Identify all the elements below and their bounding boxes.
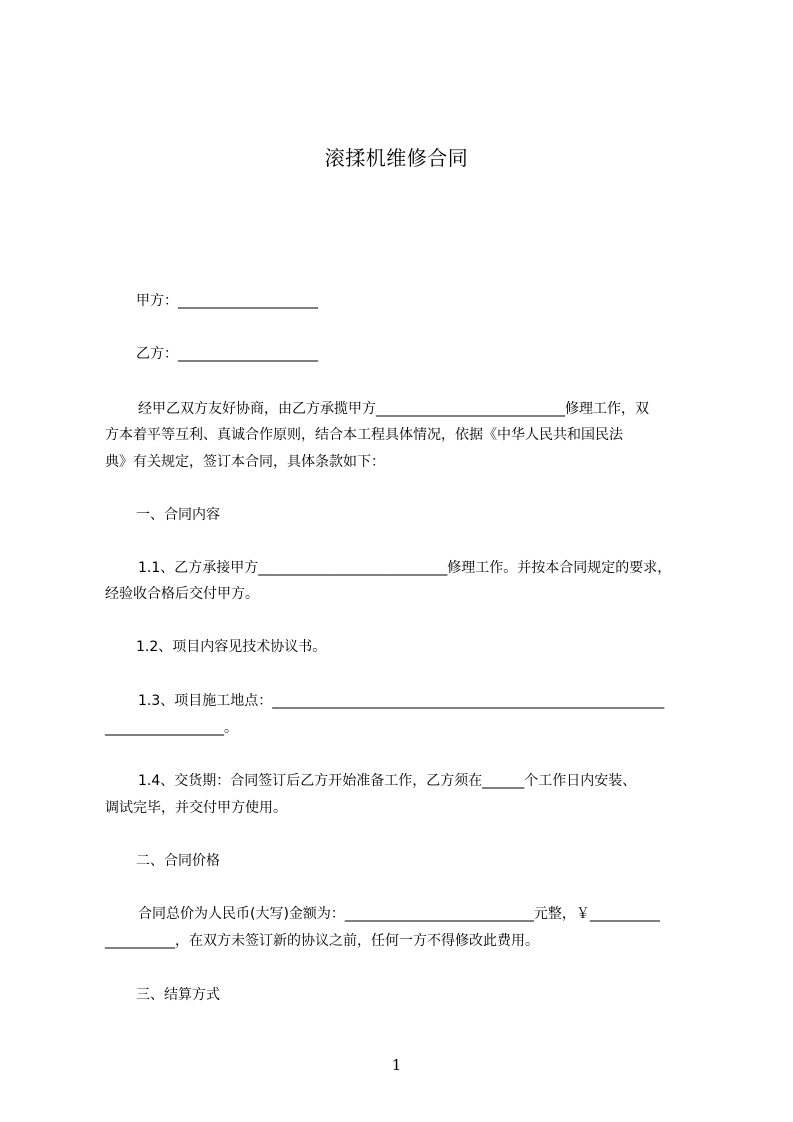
page-number: 1: [391, 1056, 402, 1074]
clause-1-4-line-2: 调试完毕，并交付甲方使用。: [105, 800, 287, 816]
document-title: 滚揉机维修合同: [324, 146, 469, 170]
party-a-line: 甲方：____________________: [136, 293, 318, 309]
price-clause-line-2: __________，在双方未签订新的协议之前，任何一方不得修改此费用。: [105, 933, 539, 949]
clause-1-3-line-1: 1.3、项目施工地点：________________________________________________________: [138, 693, 665, 709]
clause-1-2: 1.2、项目内容见技术协议书。: [136, 639, 327, 655]
section-3-heading: 三、结算方式: [136, 987, 220, 1003]
party-b-line: 乙方：____________________: [136, 346, 318, 362]
section-1-heading: 一、合同内容: [136, 507, 220, 523]
clause-1-1-line-2: 经验收合格后交付甲方。: [105, 586, 259, 602]
clause-1-3-line-2: _________________。: [105, 720, 238, 736]
section-2-heading: 二、合同价格: [136, 853, 220, 869]
preamble-line-1: 经甲乙双方友好协商，由乙方承揽甲方___________________________修理工作，双: [138, 401, 649, 417]
price-clause-line-1: 合同总价为人民币(大写)金额为：___________________________元整，￥__________: [138, 906, 660, 922]
clause-1-1-line-1: 1.1、乙方承接甲方___________________________修理工作。并按本合同规定的要求，: [138, 560, 672, 576]
clause-1-4-line-1: 1.4、交货期：合同签订后乙方开始准备工作，乙方须在______个工作日内安装、: [138, 773, 637, 789]
preamble-line-3: 典》有关规定，签订本合同，具体条款如下：: [105, 454, 385, 470]
preamble-line-2: 方本着平等互利、真诚合作原则，结合本工程具体情况，依据《中华人民共和国民法: [105, 427, 623, 443]
